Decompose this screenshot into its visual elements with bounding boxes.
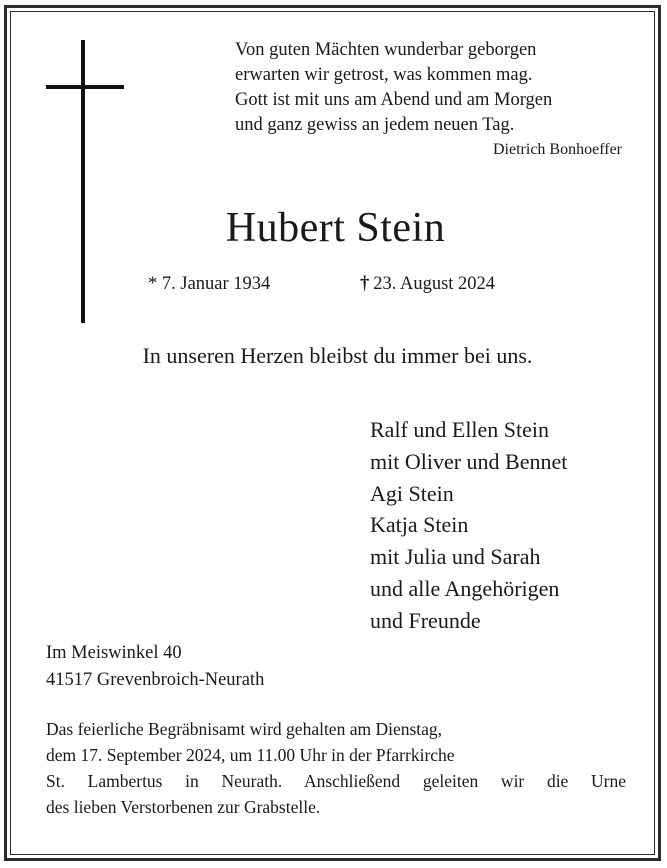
address-city: 41517 Grevenbroich-Neurath [46,670,265,690]
notice-line: des lieben Verstorbenen zur Grabstelle. [46,797,321,817]
poem-author: Dietrich Bonhoeffer [493,141,622,158]
cross-icon [81,40,85,323]
deceased-name: Hubert Stein [225,205,446,251]
poem [235,38,625,138]
address-street: Im Meiswinkel 40 [46,643,182,663]
poem-line: und ganz gewiss an jedem neuen Tag. [235,115,515,135]
mourner: mit Oliver und Bennet [370,448,568,474]
birth-date: * 7. Januar 1934 [148,274,271,294]
notice-line: St. Lambertus in Neurath. Anschließend geleiten wir die Urne [46,771,626,791]
cross-icon-crossbar [46,85,124,89]
notice-line: dem 17. September 2024, um 11.00 Uhr in der Pfarrkirche [46,745,455,765]
notice-line: Das feierliche Begräbnisamt wird gehalten am Dienstag, [46,719,443,739]
dagger-icon: † [360,274,370,294]
death-date-block [360,274,495,295]
mourners-list [370,414,567,637]
mourner: Ralf und Ellen Stein [370,417,550,442]
address [46,640,264,694]
mourner: und alle Angehörigen [370,575,560,601]
funeral-notice [46,716,626,820]
mourner: Agi Stein [370,480,454,506]
poem-line: Gott ist mit uns am Abend und am Morgen [235,90,553,110]
mourner: mit Julia und Sarah [370,544,541,570]
mourner: und Freunde [370,607,481,633]
death-date: 23. August 2024 [373,274,496,294]
motto: In unseren Herzen bleibst du immer bei uns. [142,343,533,368]
poem-line: Von guten Mächten wunderbar geborgen [235,40,537,60]
poem-line: erwarten wir getrost, was kommen mag. [235,65,533,85]
mourner: Katja Stein [370,512,469,538]
